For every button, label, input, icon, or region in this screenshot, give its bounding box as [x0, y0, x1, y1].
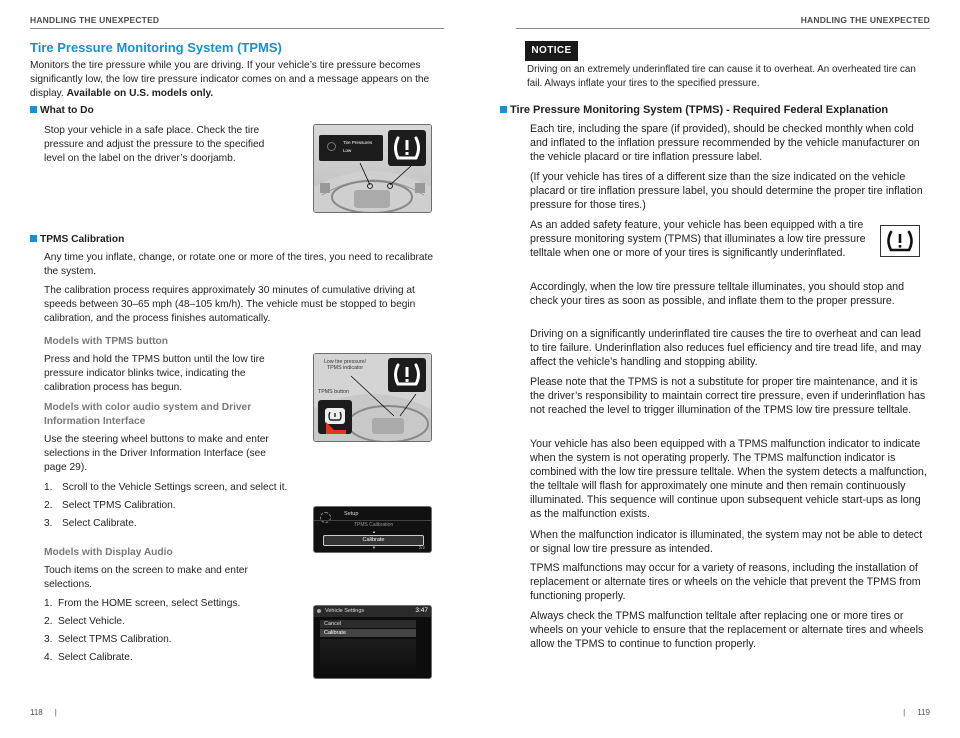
setup-title: Setup [344, 511, 359, 517]
display-audio-models-text: Touch items on the screen to make and enter selections. [44, 565, 248, 590]
intro-text: Monitors the tire pressure while you are driving. If your vehicle’s tire pressure becomes significantly low, the low tire pressure indicator comes on and a message appears on the display. [30, 60, 430, 99]
header-rule [516, 28, 930, 29]
paragraph: Each tire, including the spare (if provided), should be checked monthly when cold and inflated to the inflation pressure recommended by the vehicle manufacturer on the vehicle placard or tire inflation pressure label. [530, 123, 920, 163]
right-page [480, 0, 960, 738]
low-tire-pressure-telltale-icon [388, 130, 426, 166]
federal-explanation-heading [500, 104, 888, 116]
square-bullet-icon [500, 106, 507, 113]
tpms-button-models-text: Press and hold the TPMS button until the low tire pressure indicator blinks twice, indicating the calibration process has begun. [44, 354, 265, 393]
low-tire-pressure-telltale-icon [880, 225, 920, 257]
tpms-button-figure [313, 353, 432, 442]
list-item: 3. [44, 634, 53, 645]
list-item: 4. [44, 652, 53, 663]
color-audio-models-heading: Models with color audio system and Driver Information Interface [44, 402, 252, 427]
settings-icon [317, 609, 321, 613]
tire-pressure-message-box [319, 135, 383, 161]
list-item: 1. [44, 598, 53, 609]
message-line1: Tire Pressures [343, 140, 373, 145]
paragraph: (If your vehicle has tires of a different size than the size indicated on the vehicle placard or tire inflation pressure label, you should determine the proper tire inflation pressure for those tires.) [530, 171, 923, 211]
paragraph: Your vehicle has also been equipped with a TPMS malfunction indicator to indicate when the system is not operating properly. The TPMS malfunction indicator is combined with the low tire pressure telltale. When the system detects a malfunction, the telltale will flash for approximately one minute and then remain continuously illuminated. This sequence will continue upon subsequent vehicle start-ups as long as the malfunction exists. [530, 438, 927, 520]
tire-icon [327, 142, 336, 151]
list-item-text: Select Calibrate. [62, 518, 137, 529]
display-audio-models-heading: Models with Display Audio [44, 547, 173, 558]
menu-item-calibrate [320, 629, 416, 637]
list-item-text: Select TPMS Calibration. [58, 634, 172, 645]
vehicle-settings-screen-figure [313, 605, 432, 679]
what-to-do-label: What to Do [40, 105, 94, 116]
square-bullet-icon [30, 106, 37, 113]
calibration-para2: The calibration process requires approximately 30 minutes of cumulative driving at speeds between 30–65 mph (48–105 km/h). The vehicle must be stopped to begin calibration, and the process finishes automatically. [44, 285, 416, 324]
federal-heading-label: Tire Pressure Monitoring System (TPMS) - Required Federal Explanation [510, 104, 889, 116]
paragraph: When the malfunction indicator is illuminated, the system may not be able to detect or signal low tire pressure as intended. [530, 529, 923, 555]
low-tire-pressure-telltale-icon [388, 358, 426, 392]
chevron-up-icon: ▲ [372, 529, 376, 534]
header-rule [30, 28, 444, 29]
calibrate-label: Calibrate [324, 630, 347, 636]
color-audio-models-text: Use the steering wheel buttons to make and enter selections in the Driver Information Interface (see page 29). [44, 434, 269, 473]
setup-screen-figure [313, 506, 432, 553]
page-header: HANDLING THE UNEXPECTED [800, 15, 930, 25]
paragraph: Accordingly, when the low tire pressure telltale illuminates, you should stop and check your tires as soon as possible, and inflate them to the proper pressure. [530, 281, 905, 307]
what-to-do-heading [30, 104, 94, 118]
dashboard-tire-pressure-figure [313, 124, 432, 213]
chevron-down-icon: ▼ [372, 545, 376, 550]
menu-item-cancel [320, 620, 416, 628]
indicator-callout-label: Low tire pressure/ TPMS indicator [323, 359, 367, 371]
paragraph: Always check the TPMS malfunction telltale after replacing one or more tires or wheels on your vehicle to ensure that the replacement or alternate tires and wheels allow the TPMS to continue to function properly. [530, 610, 924, 650]
paragraph: TPMS malfunctions may occur for a variety of reasons, including the installation of replacement or alternate tires or wheels on the vehicle that prevent the TPMS from functioning properly. [530, 562, 921, 602]
list-item-text: Scroll to the Vehicle Settings screen, and select it. [62, 482, 288, 493]
list-item: 1. [44, 482, 53, 493]
list-item: 2. [44, 616, 53, 627]
paragraph: As an added safety feature, your vehicle has been equipped with a tire pressure monitoring system (TPMS) that illuminates a low tire pressure telltale when one or more of your tires is significantly underinflated. [530, 219, 866, 259]
page-indicator: 2/2 [418, 545, 425, 550]
intro-availability: Available on U.S. models only. [66, 88, 214, 99]
page-number: 118 | [30, 708, 57, 717]
list-item-text: From the HOME screen, select Settings. [58, 598, 241, 609]
page-header: HANDLING THE UNEXPECTED [30, 15, 160, 25]
list-item: 3. [44, 518, 53, 529]
tpms-button-callout-label: TPMS button [318, 389, 349, 395]
page-number-value: 118 [30, 708, 43, 717]
paragraph: Driving on a significantly underinflated tire causes the tire to overheat and can lead to tire failure. Underinflation also reduces fuel efficiency and tire tread life, and may affect the vehicle’s handling and stopping ability. [530, 328, 922, 368]
list-item-text: Select TPMS Calibration. [62, 500, 176, 511]
page-number: | 119 [903, 708, 930, 717]
menu-item-tpms-calibration: TPMS Calibration [354, 522, 394, 528]
tpms-button-models-heading: Models with TPMS button [44, 336, 168, 347]
screen-title-bar [314, 606, 431, 617]
gear-icon [320, 512, 331, 523]
clock: 3:47 [415, 607, 428, 614]
divider [314, 520, 431, 521]
tpms-button-icon [318, 400, 352, 434]
calibrate-label: Calibrate [362, 537, 385, 543]
list-item-text: Select Vehicle. [58, 616, 125, 627]
page-number-value: 119 [917, 708, 930, 717]
screen-title: Vehicle Settings [325, 608, 365, 614]
notice-badge: NOTICE [525, 41, 578, 61]
what-to-do-text: Stop your vehicle in a safe place. Check the tire pressure and adjust the pressure to the specified level on the label on the driver’s doorjamb. [44, 125, 265, 164]
calibration-para1: Any time you inflate, change, or rotate one or more of the tires, you need to recalibrate the system. [44, 252, 434, 277]
notice-text: Driving on an extremely underinflated tire can cause it to overheat. An overheated tire can fail. Always inflate your tires to the specified pressure. [527, 64, 916, 89]
intro-paragraph [30, 59, 444, 101]
paragraph: Please note that the TPMS is not a substitute for proper tire maintenance, and it is the driver’s responsibility to maintain correct tire pressure, even if underinflation has not reached the level to trigger illumination of the TPMS low tire pressure telltale. [530, 376, 926, 416]
cancel-label: Cancel [324, 621, 342, 627]
square-bullet-icon [30, 235, 37, 242]
section-title: Tire Pressure Monitoring System (TPMS) [30, 40, 282, 55]
message-line2: Low [343, 148, 352, 153]
list-item: 2. [44, 500, 53, 511]
tpms-calibration-heading [30, 233, 124, 247]
tpms-calibration-label: TPMS Calibration [40, 234, 125, 245]
list-item-text: Select Calibrate. [58, 652, 133, 663]
screen-empty-area [320, 639, 416, 675]
